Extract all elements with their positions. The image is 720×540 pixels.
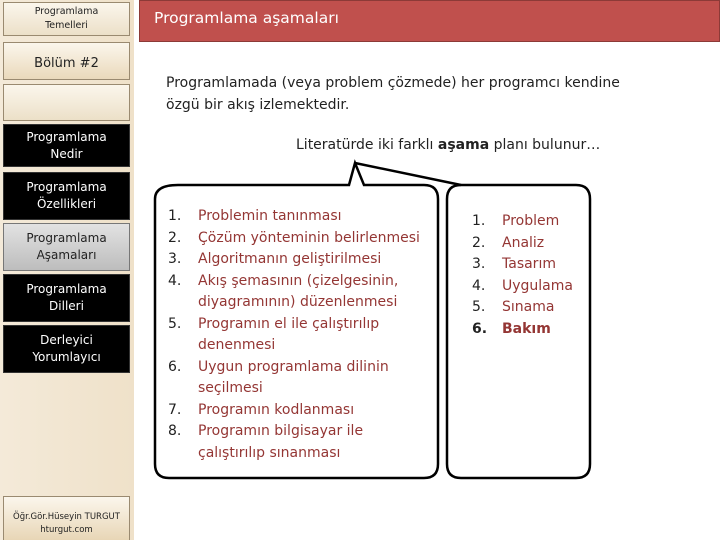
list-number: 8. xyxy=(168,423,182,439)
list-number: 2. xyxy=(168,229,182,246)
author-website: hturgut.com xyxy=(40,525,93,535)
list-item xyxy=(472,233,582,255)
list-item xyxy=(472,297,582,319)
list-number: 4. xyxy=(168,272,182,289)
list-item xyxy=(472,319,582,341)
subtitle-emphasis: aşama xyxy=(437,137,490,153)
list-item xyxy=(168,228,440,250)
list-number: 2. xyxy=(472,234,486,251)
list-text: Çözüm yönteminin belirlenmesi xyxy=(198,229,420,246)
list-text: Programın el ile çalıştırılıp xyxy=(198,315,380,332)
list-item xyxy=(168,421,440,464)
list-number: 4. xyxy=(472,277,486,294)
list-item xyxy=(168,314,440,357)
course-title-line-1: Programlama xyxy=(34,6,99,17)
list-number: 5. xyxy=(168,315,182,332)
sidebar-item-label: Programlama xyxy=(26,282,107,296)
list-text: Problem xyxy=(502,213,560,229)
sidebar-item-label: Programlama xyxy=(26,180,107,194)
subtitle-text: Literatürde iki farklı xyxy=(296,137,438,153)
list-item xyxy=(168,249,440,271)
list-text: Analiz xyxy=(502,234,545,251)
author-name: Öğr.Gör.Hüseyin TURGUT xyxy=(13,512,120,522)
chapter-text: Bölüm #2 xyxy=(34,56,99,71)
list-text: denenmesi xyxy=(198,337,276,353)
list-item xyxy=(168,400,440,422)
list-text: Uygulama xyxy=(502,277,573,294)
list-number: 1. xyxy=(472,213,486,229)
list-number: 6. xyxy=(168,358,182,375)
list-text: Sınama xyxy=(502,299,555,315)
sidebar-item-label: Yorumlayıcı xyxy=(32,350,101,364)
list-number: 3. xyxy=(168,251,182,267)
list-text: Bakım xyxy=(502,320,551,337)
list-text: Programın kodlanması xyxy=(198,401,355,418)
callout-pointer xyxy=(355,163,461,185)
list-text: Akış şemasının (çizelgesinin, xyxy=(198,272,399,289)
intro-line-1: Programlamada (veya problem çözmede) her programcı kendine xyxy=(166,75,620,91)
list-item xyxy=(472,276,582,298)
list-item xyxy=(168,271,440,314)
stage-plan-1-list xyxy=(168,206,440,464)
list-item xyxy=(472,211,582,233)
list-text: Uygun programlama dilinin xyxy=(198,358,389,375)
stage-plan-2-list xyxy=(472,211,582,340)
sidebar-item-label: Nedir xyxy=(50,146,83,161)
sidebar-item-label: Dilleri xyxy=(49,299,84,313)
course-title-line-2: Temelleri xyxy=(45,20,88,31)
sidebar-item-label: Özellikleri xyxy=(36,197,97,211)
intro-line-2: özgü bir akış izlemektedir. xyxy=(166,97,350,113)
list-number: 6. xyxy=(472,320,488,337)
list-number: 3. xyxy=(472,256,486,272)
sidebar-item-label: Derleyici xyxy=(40,333,93,347)
list-number: 7. xyxy=(168,401,182,418)
list-text: Algoritmanın geliştirilmesi xyxy=(198,251,382,267)
list-text: Problemin tanınması xyxy=(198,208,342,224)
list-item xyxy=(168,357,440,400)
page-title: Programlama aşamaları xyxy=(154,9,339,27)
list-text: diyagramının) düzenlenmesi xyxy=(198,294,398,310)
list-text: çalıştırılıp sınanması xyxy=(198,444,341,461)
list-number: 1. xyxy=(168,208,182,224)
list-text: seçilmesi xyxy=(198,380,263,396)
sidebar-item-label: Programlama xyxy=(26,129,107,144)
list-text: Programın bilgisayar ile xyxy=(198,423,364,439)
list-item xyxy=(472,254,582,276)
subtitle-text-end: planı bulunur… xyxy=(489,137,601,153)
sidebar-item-label: Aşamaları xyxy=(36,248,97,262)
list-text: Tasarım xyxy=(502,256,556,272)
sidebar-item-label: Programlama xyxy=(26,231,107,245)
list-item xyxy=(168,206,440,228)
list-number: 5. xyxy=(472,299,486,315)
